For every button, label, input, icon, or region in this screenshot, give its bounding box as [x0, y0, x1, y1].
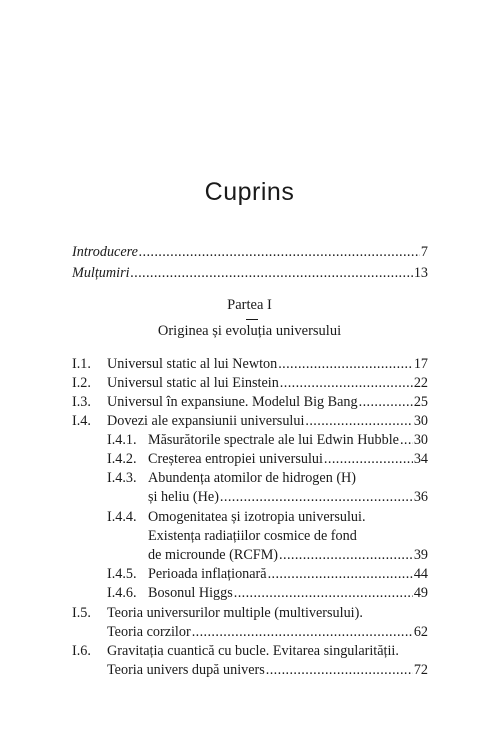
- toc-entry-i5[interactable]: [107, 622, 428, 642]
- toc-entry-number: I.4.6.: [107, 585, 137, 601]
- toc-entry-label: Teoria univers după univers: [107, 662, 265, 678]
- toc-entry-page: 39: [413, 547, 428, 563]
- toc-entry-page: 7: [420, 244, 428, 260]
- leader-dots: [192, 622, 413, 642]
- toc-entry-text-line: Existența radiațiilor cosmice de fond: [148, 528, 357, 544]
- toc-entry-text-line: Gravitația cuantică cu bucle. Evitarea singularității.: [107, 643, 399, 659]
- toc-entry-number: I.4.: [72, 413, 91, 429]
- leader-dots: [359, 392, 413, 412]
- toc-entry-label: Dovezi ale expansiunii universului: [107, 413, 305, 429]
- toc-entry-page: 13: [413, 265, 428, 281]
- leader-dots: [220, 487, 413, 507]
- leader-dots: [279, 545, 413, 565]
- toc-entry-label: Măsurătorile spectrale ale lui Edwin Hubble: [148, 432, 399, 448]
- toc-entry-introducere[interactable]: [72, 242, 428, 262]
- toc-entry-page: 62: [413, 624, 428, 640]
- toc-entry-page: 17: [413, 356, 428, 372]
- toc-entry-label: Universul static al lui Einstein: [107, 375, 279, 391]
- toc-entry-page: 30: [413, 432, 428, 448]
- leader-dots: [131, 263, 413, 283]
- toc-entry-number: I.4.1.: [107, 432, 137, 448]
- leader-dots: [280, 373, 413, 393]
- leader-dots: [234, 583, 413, 603]
- toc-entry-number: I.1.: [72, 356, 91, 372]
- toc-entry-label: Mulțumiri: [72, 265, 130, 281]
- toc-entry-label: de microunde (RCFM): [148, 547, 279, 563]
- toc-entry-label: și heliu (He): [148, 489, 219, 505]
- toc-entry-page: 30: [413, 413, 428, 429]
- toc-entry-label: Perioada inflaționară: [148, 566, 267, 582]
- part-rule: [246, 319, 258, 320]
- toc-entry-page: 49: [413, 585, 428, 601]
- toc-entry-page: 72: [413, 662, 428, 678]
- toc-entry-number: I.5.: [72, 605, 91, 621]
- toc-entry-label: Introducere: [72, 244, 138, 260]
- toc-entry-number: I.4.3.: [107, 470, 137, 486]
- toc-entry-i1[interactable]: [107, 354, 428, 374]
- leader-dots: [268, 564, 413, 584]
- toc-entry-i4[interactable]: [107, 411, 428, 431]
- toc-entry-number: I.4.5.: [107, 566, 137, 582]
- page-title: Cuprins: [204, 178, 295, 206]
- toc-entry-i4-4[interactable]: [148, 545, 428, 565]
- toc-entry-label: Universul static al lui Newton: [107, 356, 278, 372]
- toc-entry-i3[interactable]: [107, 392, 428, 412]
- toc-entry-page: 36: [413, 489, 428, 505]
- toc-entry-page: 25: [413, 394, 428, 410]
- leader-dots: [324, 449, 413, 469]
- toc-entry-number: I.3.: [72, 394, 91, 410]
- toc-entry-i4-1[interactable]: [148, 430, 428, 450]
- toc-entry-page: 22: [413, 375, 428, 391]
- toc-entry-number: I.6.: [72, 643, 91, 659]
- toc-entry-label: Creșterea entropiei universului: [148, 451, 323, 467]
- leader-dots: [400, 430, 413, 450]
- leader-dots: [305, 411, 412, 431]
- toc-entry-multumiri[interactable]: [72, 263, 428, 283]
- toc-entry-number: I.4.2.: [107, 451, 137, 467]
- leader-dots: [266, 660, 413, 680]
- toc-entry-i4-5[interactable]: [148, 564, 428, 584]
- toc-entry-i4-6[interactable]: [148, 583, 428, 603]
- part-title: Originea și evoluția universului: [157, 323, 342, 339]
- toc-entry-i4-2[interactable]: [148, 449, 428, 469]
- toc-entry-i2[interactable]: [107, 373, 428, 393]
- toc-entry-label: Teoria corzilor: [107, 624, 191, 640]
- toc-entry-i6[interactable]: [107, 660, 428, 680]
- toc-entry-text-line: Abundența atomilor de hidrogen (H): [148, 470, 357, 486]
- toc-entry-label: Bosonul Higgs: [148, 585, 233, 601]
- toc-entry-text-line: Omogenitatea și izotropia universului.: [148, 509, 366, 525]
- leader-dots: [278, 354, 413, 374]
- toc-entry-text-line: Teoria universurilor multiple (multiversului).: [107, 605, 363, 621]
- toc-entry-number: I.2.: [72, 375, 91, 391]
- toc-entry-number: I.4.4.: [107, 509, 137, 525]
- leader-dots: [139, 242, 420, 262]
- part-label: Partea I: [227, 297, 272, 313]
- toc-entry-i4-3[interactable]: [148, 487, 428, 507]
- toc-entry-label: Universul în expansiune. Modelul Big Bang: [107, 394, 358, 410]
- toc-entry-page: 34: [413, 451, 428, 467]
- toc-entry-page: 44: [413, 566, 428, 582]
